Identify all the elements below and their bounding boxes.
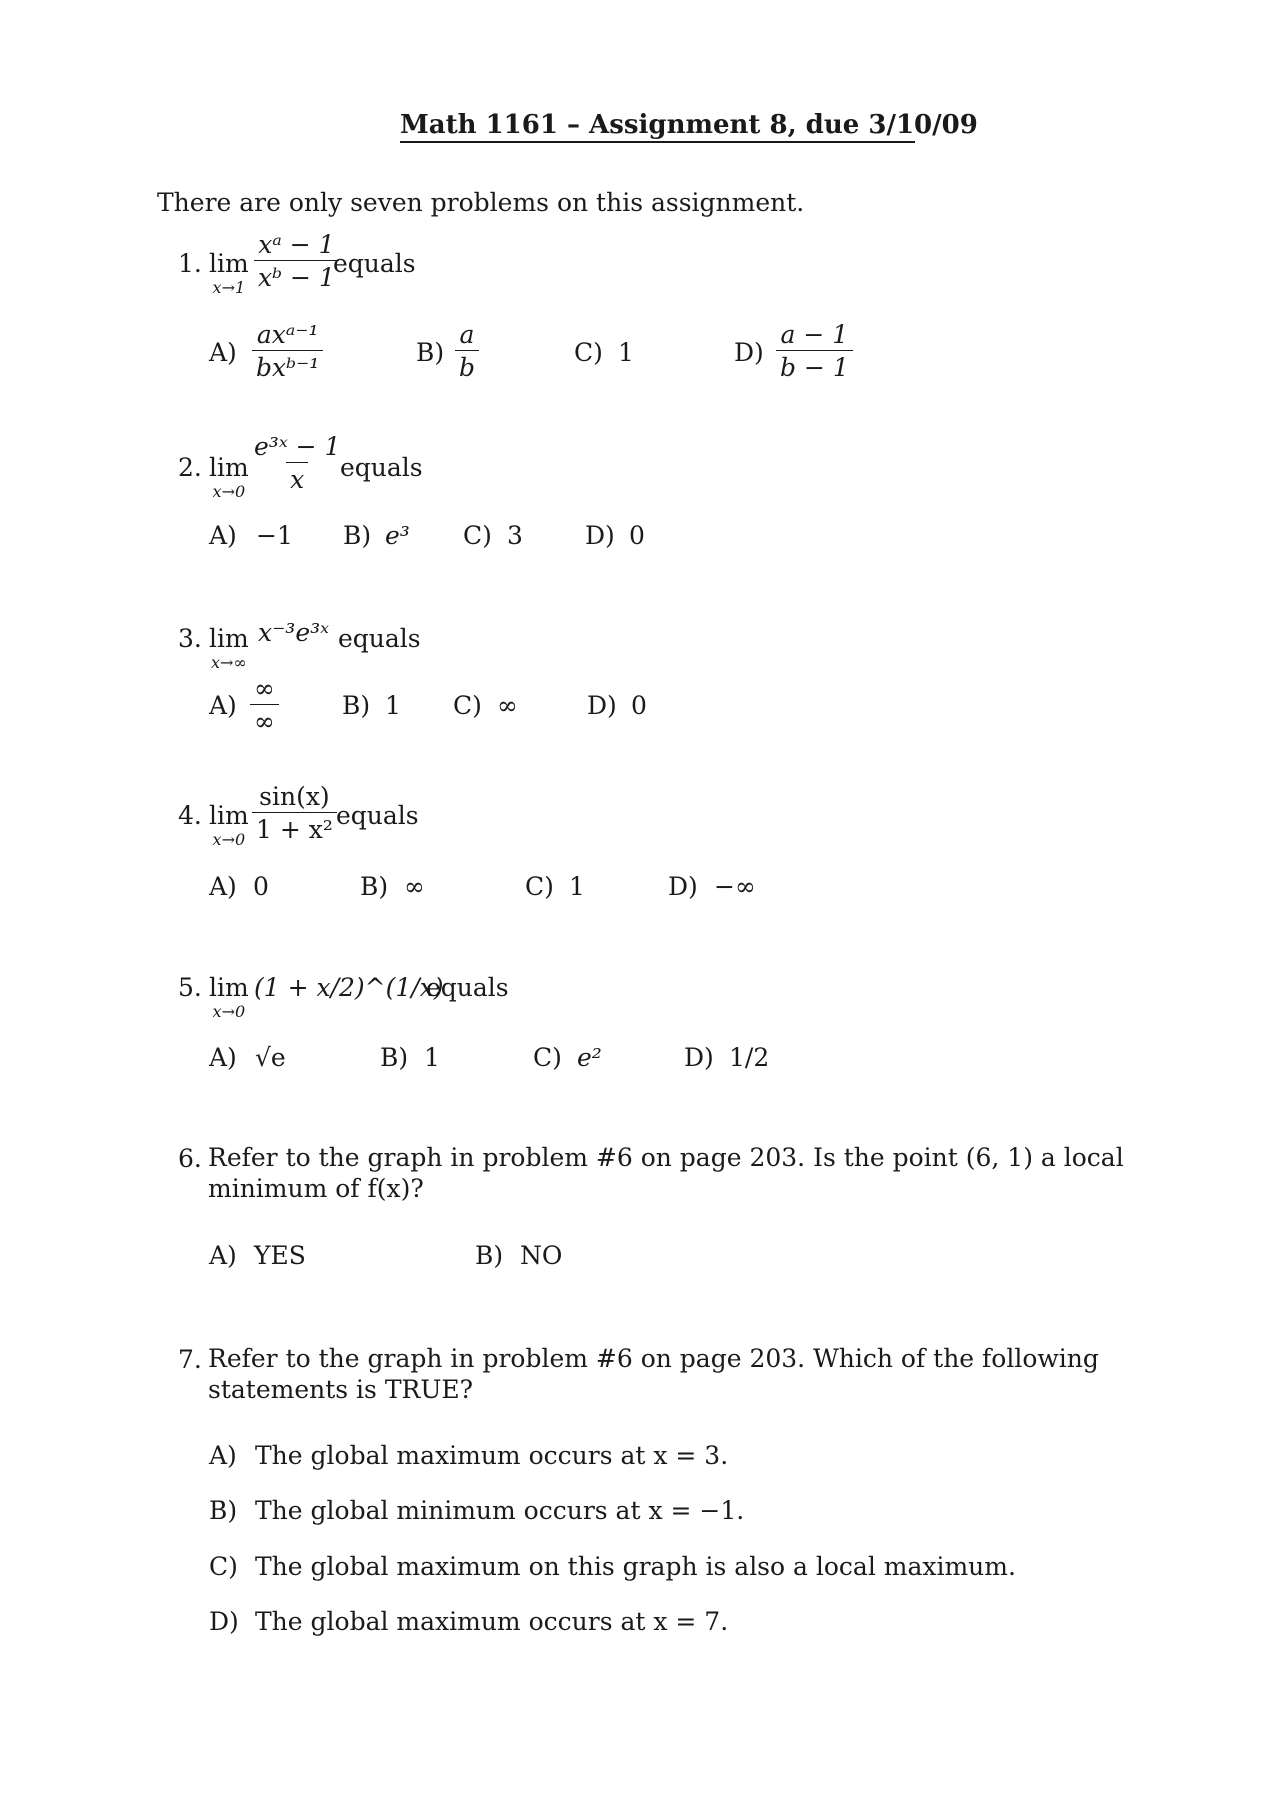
- problem-2-limit: lim x→0: [209, 453, 249, 501]
- problem-2-choice-d-value: 0: [629, 521, 645, 550]
- problem-2-choice-a-value: −1: [256, 521, 293, 550]
- problem-1-choice-a-value: axᵃ⁻¹ bxᵇ⁻¹: [252, 322, 323, 380]
- problem-4-choice-d-value: −∞: [714, 872, 756, 901]
- problem-3-limit: lim x→∞: [209, 624, 249, 672]
- problem-2-number: 2.: [178, 453, 202, 482]
- problem-1-number: 1.: [178, 249, 202, 278]
- problem-6-number: 6.: [178, 1144, 202, 1173]
- problem-4-limit: lim x→0: [209, 801, 249, 849]
- problem-2-expression: $\frac{\text{e³ˣ − 1}}{x}$: [254, 432, 341, 494]
- problem-2-equals: equals: [340, 453, 423, 482]
- problem-4-choice-d-label: D): [668, 872, 698, 901]
- problem-3-choice-c-label: C): [453, 691, 482, 720]
- title-underline: [400, 141, 915, 143]
- problem-5-choice-c-value: e²: [577, 1043, 602, 1072]
- problem-3-choice-d-value: 0: [631, 691, 647, 720]
- problem-1-choice-b-label: B): [416, 338, 445, 367]
- problem-6-choice-a-value: YES: [254, 1241, 306, 1270]
- problem-1-choice-d-label: D): [734, 338, 764, 367]
- problem-4-choice-a-label: A): [209, 872, 237, 901]
- problem-5-limit: lim x→0: [209, 973, 249, 1021]
- problem-1-choice-c-value: 1: [618, 338, 634, 367]
- problem-5-choice-b-value: 1: [424, 1043, 440, 1072]
- problem-2-choice-d-label: D): [585, 521, 615, 550]
- problem-3-choice-a-value: ∞ ∞: [250, 676, 279, 734]
- problem-3-choice-b-value: 1: [385, 691, 401, 720]
- problem-5-choice-d-label: D): [684, 1043, 714, 1072]
- problem-7-number: 7.: [178, 1345, 202, 1374]
- problem-7-choice-c-value: The global maximum on this graph is also a local maximum.: [255, 1552, 1016, 1581]
- problem-6-choice-a-label: A): [209, 1241, 237, 1270]
- problem-3-expression: x⁻³e³ˣ: [258, 618, 330, 647]
- problem-3-choice-b-label: B): [342, 691, 371, 720]
- problem-7-choice-d-value: The global maximum occurs at x = 7.: [255, 1607, 729, 1636]
- problem-4-choice-b-label: B): [360, 872, 389, 901]
- problem-1-choice-a-label: A): [209, 338, 237, 367]
- problem-5-choice-b-label: B): [380, 1043, 409, 1072]
- problem-1-expression: $\frac{\text{xᵃ − 1}}{\text{xᵇ − 1}}$: [254, 232, 339, 290]
- problem-2-choice-a-label: A): [209, 521, 237, 550]
- problem-2-choice-c-value: 3: [507, 521, 523, 550]
- problem-1-choice-d-value: $\frac{a - 1}{b - 1}$: [776, 322, 853, 380]
- problem-6-text: Refer to the graph in problem #6 on page 203. Is the point (6, 1) a local minimum of f(x)?: [208, 1143, 1124, 1204]
- problem-7-choice-a-value: The global maximum occurs at x = 3.: [255, 1441, 729, 1470]
- problem-7-choice-b-label: B): [209, 1496, 238, 1525]
- problem-4-choice-b-value: ∞: [404, 872, 425, 901]
- problem-7-choice-b-value: The global minimum occurs at x = −1.: [255, 1496, 745, 1525]
- page-title: Math 1161 – Assignment 8, due 3/10/09: [400, 110, 978, 140]
- problem-3-choice-a-label: A): [209, 691, 237, 720]
- problem-7-choice-a-label: A): [209, 1441, 237, 1470]
- problem-5-equals: equals: [426, 973, 509, 1002]
- problem-1-choice-c-label: C): [574, 338, 603, 367]
- problem-4-equals: equals: [336, 801, 419, 830]
- problem-6-choice-b-label: B): [475, 1241, 504, 1270]
- problem-4-choice-a-value: 0: [253, 872, 269, 901]
- problem-5-expression: (1 + x/2)^(1/x): [254, 973, 444, 1002]
- problem-2-choice-c-label: C): [463, 521, 492, 550]
- problem-5-choice-d-value: 1/2: [729, 1043, 770, 1072]
- problem-6-choice-b-value: NO: [520, 1241, 563, 1270]
- problem-7-text: Refer to the graph in problem #6 on page 203. Which of the following statements is TRUE?: [208, 1344, 1099, 1405]
- problem-2-choice-b-value: e³: [385, 521, 410, 550]
- problem-2-choice-b-label: B): [343, 521, 372, 550]
- problem-5-choice-a-label: A): [209, 1043, 237, 1072]
- problem-4-expression: $\frac{\sin(x)}{\text{1 + x²}}$: [252, 784, 337, 842]
- problem-5-choice-c-label: C): [533, 1043, 562, 1072]
- problem-3-choice-d-label: D): [587, 691, 617, 720]
- problem-3-equals: equals: [338, 624, 421, 653]
- problem-3-choice-c-value: ∞: [497, 691, 518, 720]
- problem-3-number: 3.: [178, 624, 202, 653]
- problem-4-choice-c-value: 1: [569, 872, 585, 901]
- problem-4-number: 4.: [178, 801, 202, 830]
- intro-text: There are only seven problems on this assignment.: [157, 188, 805, 217]
- problem-5-number: 5.: [178, 973, 202, 1002]
- problem-7-choice-d-label: D): [209, 1607, 239, 1636]
- problem-5-choice-a-value: √e: [255, 1043, 286, 1072]
- problem-1-equals: equals: [333, 249, 416, 278]
- problem-7-choice-c-label: C): [209, 1552, 238, 1581]
- problem-1-limit: lim x→1: [209, 249, 249, 297]
- problem-1-choice-b-value: $\frac{a}{b}$: [455, 322, 479, 380]
- problem-4-choice-c-label: C): [525, 872, 554, 901]
